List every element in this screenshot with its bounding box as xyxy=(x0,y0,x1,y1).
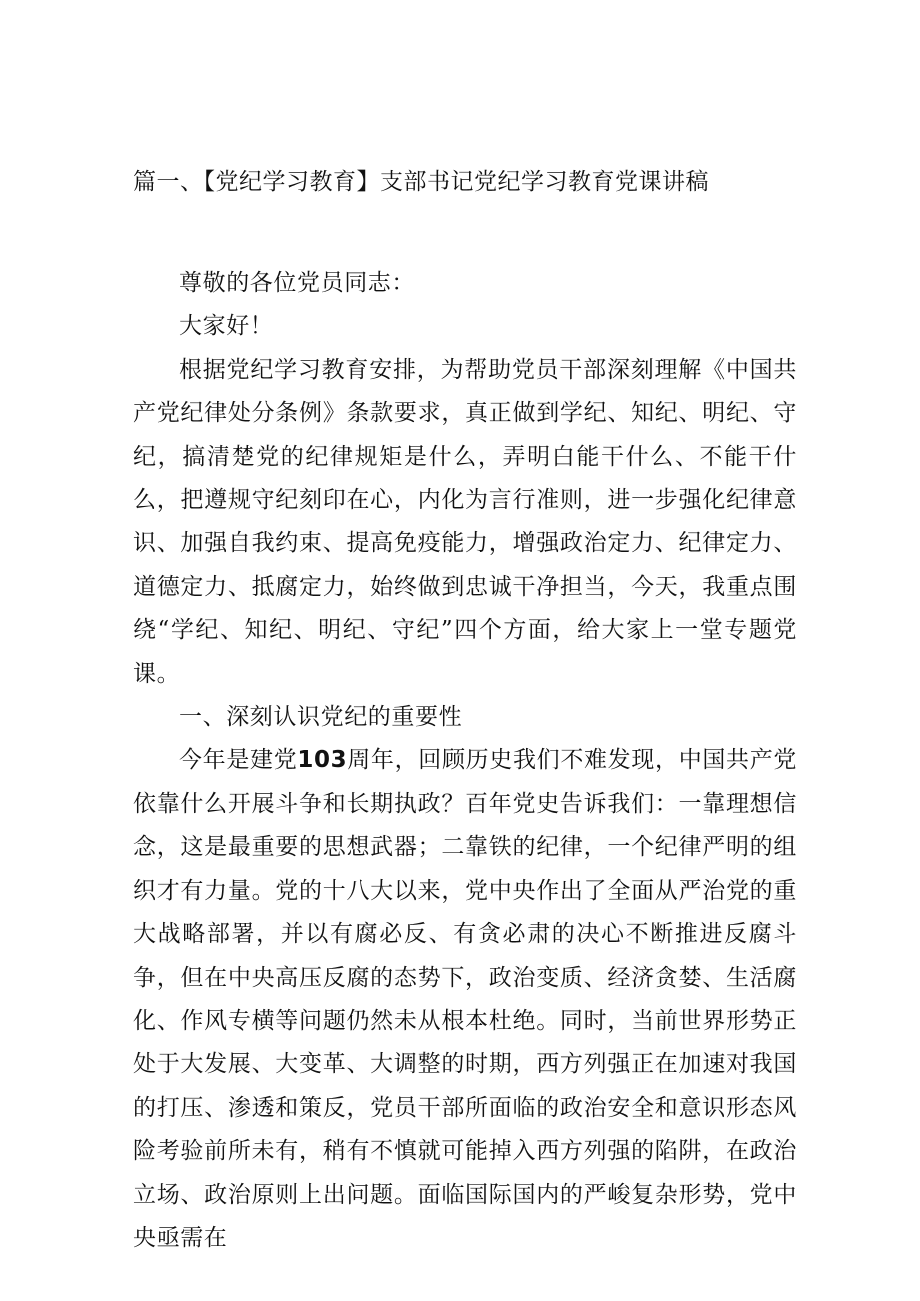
anniversary-number: 103 xyxy=(297,747,348,774)
intro-paragraph: 根据党纪学习教育安排，为帮助党员干部深刻理解《中国共产党纪律处分条例》条款要求，真正做到学纪、知纪、明纪、守纪，搞清楚党的纪律规矩是什么，弄明白能干什么、不能干什么，把遵规守纪刻印在心，内化为言行准则，进一步强化纪律意识、加强自我约束、提高免疫能力，增强政治定力、纪律定力、道德定力、抵腐定力，始终做到忠诚干净担当，今天，我重点围绕“学纪、知纪、明纪、守纪”四个方面，给大家上一堂专题党课。 xyxy=(133,356,797,687)
document-body xyxy=(133,262,797,1260)
document-title: 篇一、【党纪学习教育】支部书记党纪学习教育党课讲稿 xyxy=(133,169,709,195)
section-paragraph xyxy=(133,739,797,1260)
greeting: 大家好！ xyxy=(179,313,274,340)
section-paragraph-prefix: 今年是建党 xyxy=(179,747,298,774)
section-heading: 一、深刻认识党纪的重要性 xyxy=(179,704,463,731)
salutation: 尊敬的各位党员同志： xyxy=(179,270,415,296)
section-paragraph-rest: 周年，回顾历史我们不难发现，中国共产党依靠什么开展斗争和长期执政？百年党史告诉我们：一靠理想信念，这是最重要的思想武器；二靠铁的纪律，一个纪律严明的组织才有力量。党的十八大以来，党中央作出了全面从严治党的重大战略部署，并以有腐必反、有贪必肃的决心不断推进反腐斗争，但在中央高压反腐的态势下，政治变质、经济贪婪、生活腐化、作风专横等问题仍然未从根本杜绝。同时，当前世界形势正处于大发展、大变革、大调整的时期，西方列强正在加速对我国的打压、渗透和策反，党员干部所面临的政治安全和意识形态风险考验前所未有，稍有不慎就可能掉入西方列强的陷阱，在政治立场、政治原则上出问题。面临国际国内的严峻复杂形势，党中央亟需在 xyxy=(133,747,797,1251)
